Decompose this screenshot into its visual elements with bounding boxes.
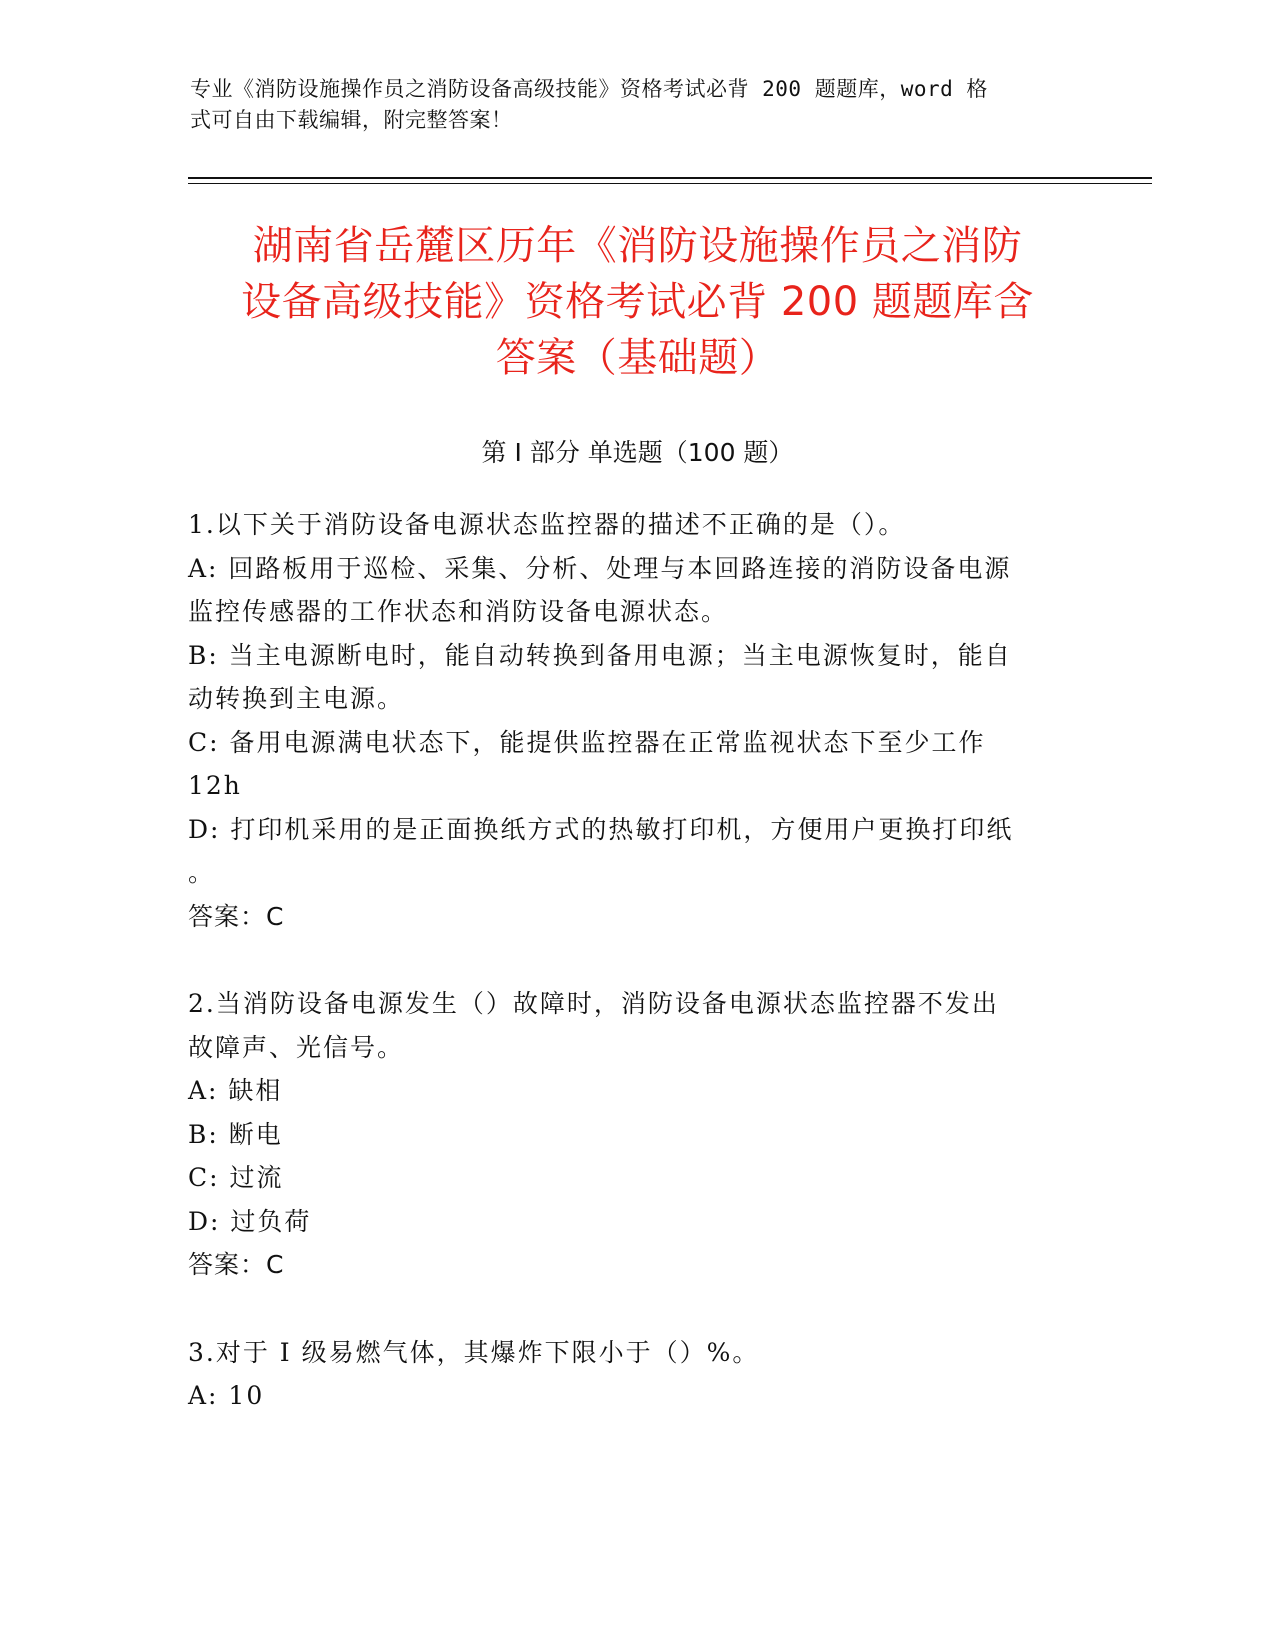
question-stem: 1.以下关于消防设备电源状态监控器的描述不正确的是（）。 <box>188 510 906 539</box>
header-note <box>190 74 1090 136</box>
header-note-line: 式可自由下载编辑，附完整答案！ <box>190 108 513 132</box>
option-b-continued: 动转换到主电源。 <box>188 684 405 713</box>
option-c: C: 过流 <box>188 1163 284 1192</box>
option-d: D: 过负荷 <box>188 1207 312 1236</box>
option-c: C: 备用电源满电状态下，能提供监控器在正常监视状态下至少工作 <box>188 728 986 757</box>
header-note-line: 专业《消防设施操作员之消防设备高级技能》资格考试必背 200 题题库，word 格 <box>190 77 988 101</box>
option-d-continued: 。 <box>188 858 216 887</box>
section-heading: 第 I 部分 单选题（100 题） <box>481 438 794 467</box>
question-stem: 3.对于 I 级易燃气体，其爆炸下限小于（）%。 <box>188 1338 760 1367</box>
option-b: B: 断电 <box>188 1120 283 1149</box>
title-line: 设备高级技能》资格考试必背 200 题题库含 <box>241 279 1034 325</box>
option-b: B: 当主电源断电时，能自动转换到备用电源；当主电源恢复时，能自 <box>188 641 1012 670</box>
question-stem: 2.当消防设备电源发生（）故障时，消防设备电源状态监控器不发出 <box>188 989 999 1018</box>
title-line: 湖南省岳麓区历年《消防设施操作员之消防 <box>252 223 1023 269</box>
question-stem-continued: 故障声、光信号。 <box>188 1033 405 1062</box>
title-line: 答案（基础题） <box>495 335 780 381</box>
option-c-continued: 12h <box>188 771 242 800</box>
header-divider-thick <box>188 177 1152 179</box>
answer-2: 答案：C <box>188 1250 285 1279</box>
option-d: D: 打印机采用的是正面换纸方式的热敏打印机，方便用户更换打印纸 <box>188 815 1014 844</box>
option-a: A: 10 <box>188 1381 265 1410</box>
header-divider-thin <box>188 183 1152 184</box>
document-title <box>150 218 1125 386</box>
answer-1: 答案：C <box>188 902 285 931</box>
option-a: A: 回路板用于巡检、采集、分析、处理与本回路连接的消防设备电源 <box>188 554 1012 583</box>
option-a-continued: 监控传感器的工作状态和消防设备电源状态。 <box>188 597 729 626</box>
option-a: A: 缺相 <box>188 1076 283 1105</box>
